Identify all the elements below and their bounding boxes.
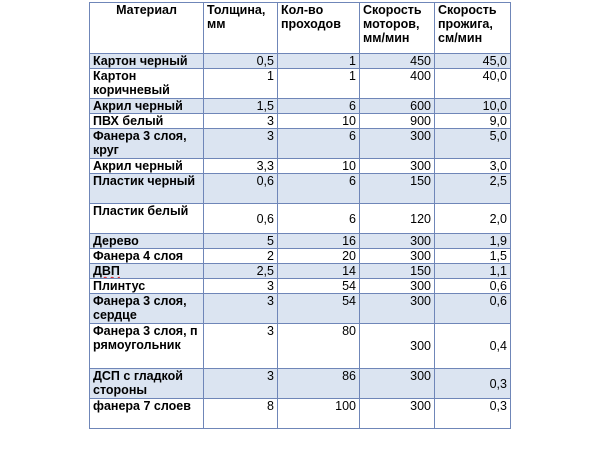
- cell-motor-speed: 120: [360, 204, 435, 234]
- table-row: [90, 54, 511, 69]
- cell-material: фанера 7 слоев: [90, 399, 204, 429]
- table-row: [90, 279, 511, 294]
- cell-passes: 6: [278, 204, 360, 234]
- header-motor-speed: Скорость моторов, мм/мин: [360, 3, 435, 54]
- cell-motor-speed: 300: [360, 234, 435, 249]
- cell-burn-speed: 0,6: [435, 294, 511, 324]
- cell-material-wrap: [90, 264, 204, 279]
- cell-passes: 54: [278, 294, 360, 324]
- cell-burn-speed: 1,9: [435, 234, 511, 249]
- cell-thickness: 3: [204, 294, 278, 324]
- cell-burn-speed: 0,3: [435, 399, 511, 429]
- cell-material: Фанера 3 слоя, круг: [90, 129, 204, 159]
- cell-thickness: 2,5: [204, 264, 278, 279]
- cell-passes: 16: [278, 234, 360, 249]
- cell-burn-speed: 2,0: [435, 204, 511, 234]
- cell-material: Картон черный: [90, 54, 204, 69]
- cell-material: Фанера 3 слоя, прямоугольник: [90, 324, 204, 369]
- cell-motor-speed: 300: [360, 324, 435, 369]
- cell-passes: 14: [278, 264, 360, 279]
- cell-thickness: 0,6: [204, 204, 278, 234]
- header-passes: Кол-во проходов: [278, 3, 360, 54]
- cell-motor-speed: 900: [360, 114, 435, 129]
- cell-passes: 6: [278, 129, 360, 159]
- table-row: [90, 69, 511, 99]
- cell-burn-speed: 0,6: [435, 279, 511, 294]
- cell-material: Дерево: [90, 234, 204, 249]
- cell-thickness: 8: [204, 399, 278, 429]
- cell-material: ПВХ белый: [90, 114, 204, 129]
- cell-passes: 86: [278, 369, 360, 399]
- cell-passes: 6: [278, 99, 360, 114]
- cell-material: Фанера 4 слоя: [90, 249, 204, 264]
- cell-material: Акрил черный: [90, 159, 204, 174]
- cell-passes: 6: [278, 174, 360, 204]
- header-material: Материал: [90, 3, 204, 54]
- cell-burn-speed: 1,5: [435, 249, 511, 264]
- header-thickness: Толщина, мм: [204, 3, 278, 54]
- cell-burn-speed: 3,0: [435, 159, 511, 174]
- table-row: [90, 114, 511, 129]
- cell-passes: 100: [278, 399, 360, 429]
- cell-motor-speed: 400: [360, 69, 435, 99]
- cell-thickness: 1,5: [204, 99, 278, 114]
- table-row: [90, 174, 511, 204]
- cell-burn-speed: 0,3: [435, 369, 511, 399]
- cell-material: Пластик черный: [90, 174, 204, 204]
- cell-burn-speed: 1,1: [435, 264, 511, 279]
- cell-thickness: 1: [204, 69, 278, 99]
- table-header-row: [90, 3, 511, 54]
- cell-material: ДСП с гладкой стороны: [90, 369, 204, 399]
- cell-motor-speed: 150: [360, 264, 435, 279]
- cell-motor-speed: 150: [360, 174, 435, 204]
- cell-thickness: 2: [204, 249, 278, 264]
- laser-settings-table: [89, 2, 511, 429]
- table-row: [90, 324, 511, 369]
- cell-motor-speed: 600: [360, 99, 435, 114]
- cell-burn-speed: 0,4: [435, 324, 511, 369]
- cell-material: Картон коричневый: [90, 69, 204, 99]
- cell-thickness: 5: [204, 234, 278, 249]
- cell-burn-speed: 45,0: [435, 54, 511, 69]
- cell-motor-speed: 300: [360, 159, 435, 174]
- cell-material: Фанера 3 слоя, сердце: [90, 294, 204, 324]
- cell-passes: 10: [278, 114, 360, 129]
- cell-material: Плинтус: [90, 279, 204, 294]
- cell-motor-speed: 300: [360, 129, 435, 159]
- cell-material: ДВП: [93, 264, 120, 278]
- cell-motor-speed: 300: [360, 249, 435, 264]
- cell-motor-speed: 300: [360, 279, 435, 294]
- cell-material: Пластик белый: [90, 204, 204, 234]
- table-row: [90, 399, 511, 429]
- cell-burn-speed: 40,0: [435, 69, 511, 99]
- table-row: [90, 159, 511, 174]
- cell-thickness: 3: [204, 114, 278, 129]
- cell-thickness: 3: [204, 279, 278, 294]
- cell-burn-speed: 2,5: [435, 174, 511, 204]
- cell-thickness: 0,5: [204, 54, 278, 69]
- cell-passes: 54: [278, 279, 360, 294]
- table-row: [90, 369, 511, 399]
- cell-motor-speed: 450: [360, 54, 435, 69]
- cell-burn-speed: 5,0: [435, 129, 511, 159]
- table-row: [90, 249, 511, 264]
- table-row: [90, 234, 511, 249]
- table-row: [90, 264, 511, 279]
- table-row: [90, 99, 511, 114]
- cell-passes: 10: [278, 159, 360, 174]
- cell-passes: 80: [278, 324, 360, 369]
- cell-passes: 1: [278, 69, 360, 99]
- cell-material: Акрил черный: [90, 99, 204, 114]
- cell-burn-speed: 9,0: [435, 114, 511, 129]
- cell-passes: 1: [278, 54, 360, 69]
- cell-passes: 20: [278, 249, 360, 264]
- table-row: [90, 294, 511, 324]
- cell-burn-speed: 10,0: [435, 99, 511, 114]
- table-row: [90, 129, 511, 159]
- table-row: [90, 204, 511, 234]
- cell-thickness: 3: [204, 369, 278, 399]
- cell-thickness: 3: [204, 324, 278, 369]
- header-burn-speed: Скорость прожига, см/мин: [435, 3, 511, 54]
- cell-motor-speed: 300: [360, 399, 435, 429]
- cell-thickness: 3: [204, 129, 278, 159]
- cell-motor-speed: 300: [360, 369, 435, 399]
- cell-thickness: 3,3: [204, 159, 278, 174]
- cell-motor-speed: 300: [360, 294, 435, 324]
- cell-thickness: 0,6: [204, 174, 278, 204]
